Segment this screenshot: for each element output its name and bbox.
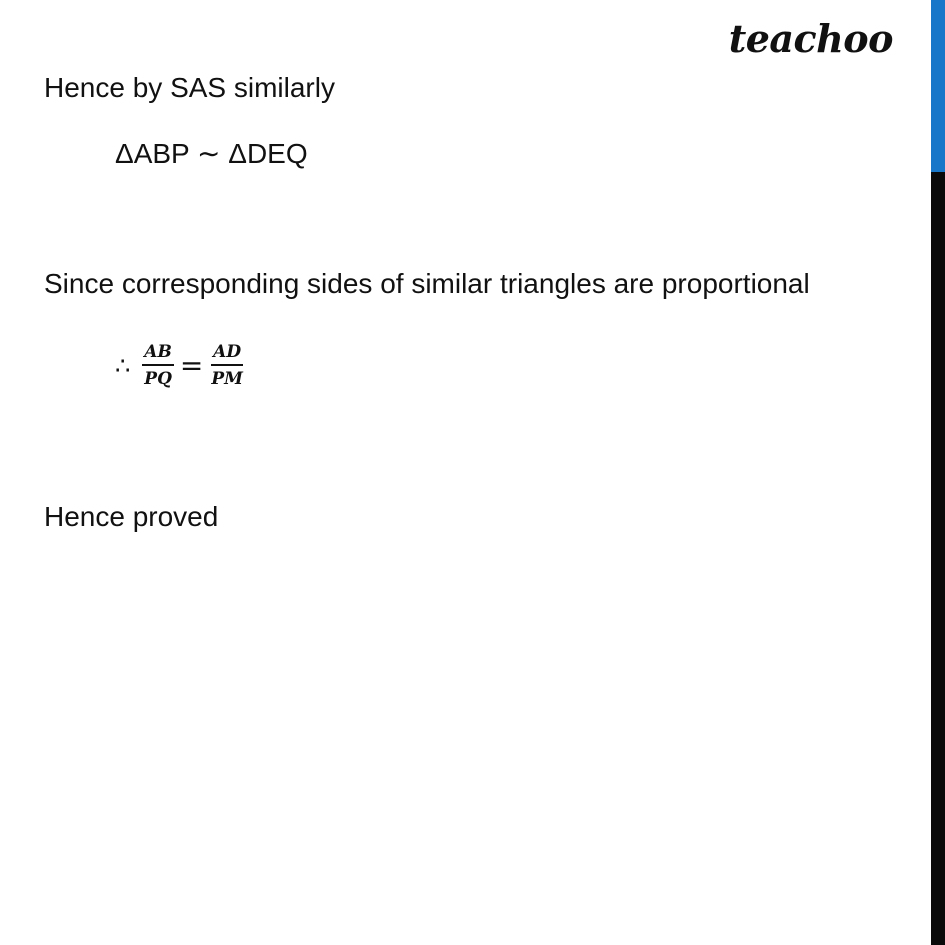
teachoo-logo: teachoo: [728, 16, 893, 61]
fraction-numerator: AB: [142, 342, 174, 366]
side-scroll-bar: [931, 0, 945, 945]
ratio-equation: [115, 342, 245, 389]
similarity-statement: ΔABP ∼ ΔDEQ: [115, 138, 308, 169]
fraction-denominator: PQ: [144, 369, 172, 389]
conclusion-statement: Hence proved: [44, 501, 219, 532]
fraction-denominator: PM: [211, 369, 243, 389]
sas-statement: Hence by SAS similarly: [44, 72, 335, 103]
proportional-sides-statement: Since corresponding sides of similar triangles are proportional: [44, 268, 810, 299]
side-bar-accent: [931, 0, 945, 172]
therefore-symbol: ∴: [115, 351, 131, 380]
equals-sign: =: [179, 349, 204, 382]
fraction-numerator: AD: [211, 342, 243, 366]
fraction-ad-pm: [209, 342, 245, 389]
fraction-ab-pq: [142, 342, 174, 389]
